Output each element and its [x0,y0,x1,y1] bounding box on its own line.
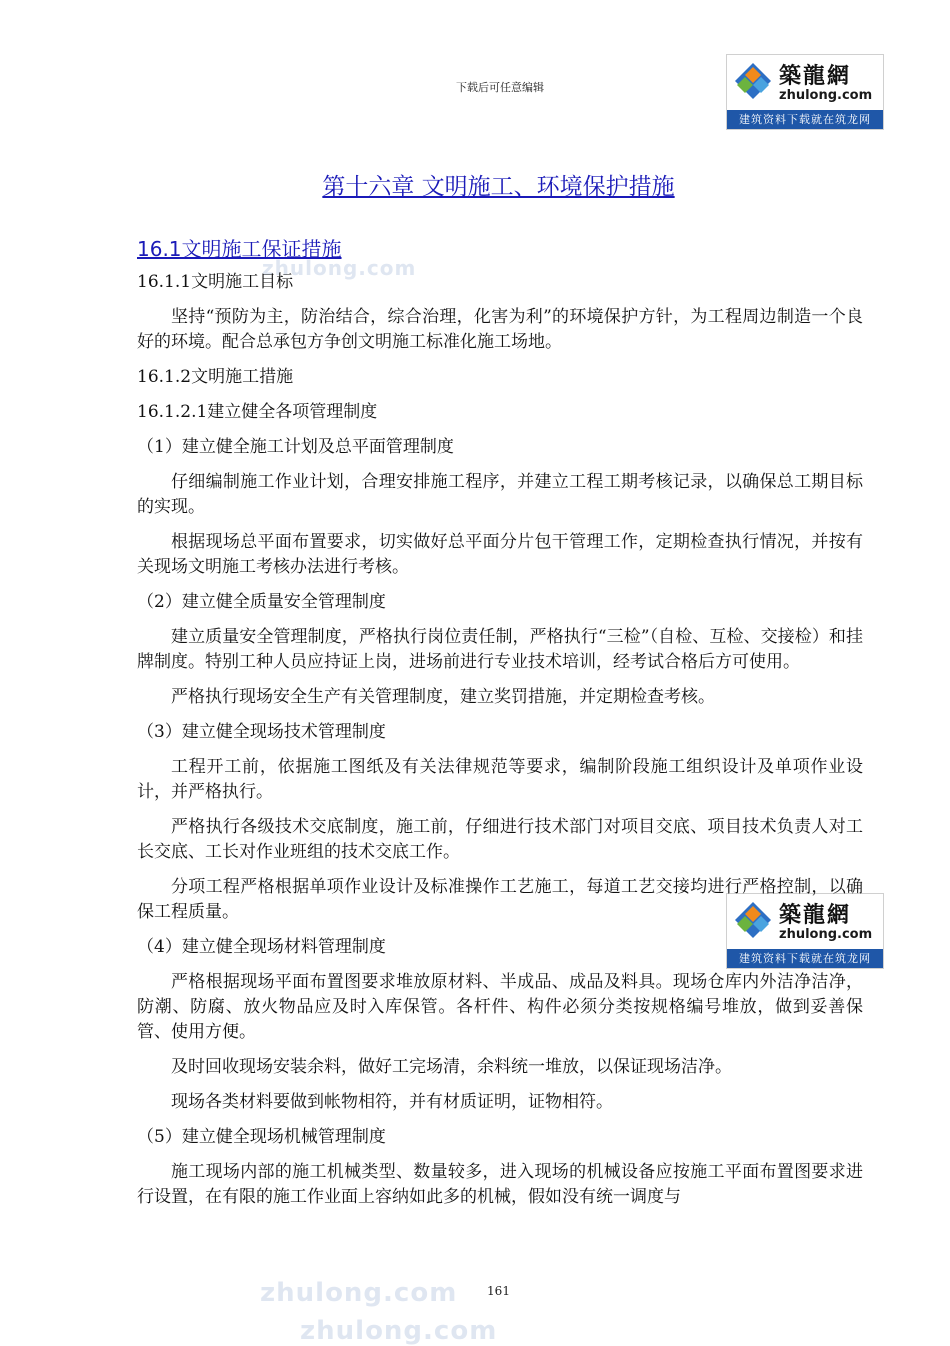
body-paragraph: 坚持“预防为主，防治结合，综合治理，化害为利”的环境保护方针，为工程周边制造一个良好的环境。配合总承包方争创文明施工标准化施工场地。 [137,307,863,352]
body-paragraph: 根据现场总平面布置要求，切实做好总平面分片包干管理工作，定期检查执行情况，并按有关现场文明施工考核办法进行考核。 [137,532,863,577]
body-paragraph: 严格执行现场安全生产有关管理制度，建立奖罚措施，并定期检查考核。 [171,687,715,707]
logo-slogan: 建筑资料下载就在筑龙网 [727,949,883,968]
body-paragraph: 分项工程严格根据单项作业设计及标准操作工艺施工，每道工艺交接均进行严格控制，以确保工程质量。 [137,877,863,922]
body-paragraph: 严格根据现场平面布置图要求堆放原材料、半成品、成品及料具。现场仓库内外洁净洁净，防潮、防腐、放火物品应及时入库保管。各杆件、构件必须分类按规格编号堆放，做到妥善保管、使用方便。 [137,972,863,1042]
item-heading: （2）建立健全质量安全管理制度 [137,592,386,612]
chapter-title[interactable]: 第十六章 文明施工、环境保护措施 [322,174,675,200]
subsection-heading: 16.1.2.1建立健全各项管理制度 [137,402,378,422]
body-paragraph: 施工现场内部的施工机械类型、数量较多，进入现场的机械设备应按施工平面布置图要求进行设置，在有限的施工作业面上容纳如此多的机械，假如没有统一调度与 [137,1162,863,1207]
zhulong-logo-top [726,54,884,130]
body-paragraph: 严格执行各级技术交底制度，施工前，仔细进行技术部门对项目交底、项目技术负责人对工长交底、工长对作业班组的技术交底工作。 [137,817,863,862]
item-heading: （5）建立健全现场机械管理制度 [137,1127,386,1147]
body-paragraph: 现场各类材料要做到帐物相符，并有材质证明，证物相符。 [171,1092,613,1112]
item-heading: （1）建立健全施工计划及总平面管理制度 [137,437,454,457]
page-number: 161 [487,1284,510,1298]
watermark: zhulong.com [300,1316,498,1346]
body-paragraph: 及时回收现场安装余料，做好工完场清，余料统一堆放，以保证现场洁净。 [171,1057,732,1077]
watermark: zhulong.com [262,256,417,280]
body-paragraph: 建立质量安全管理制度，严格执行岗位责任制，严格执行“三检”（自检、互检、交接检）和挂牌制度。特别工种人员应持证上岗，进场前进行专业技术培训，经考试合格后方可使用。 [137,627,863,672]
body-paragraph: 工程开工前，依据施工图纸及有关法律规范等要求，编制阶段施工组织设计及单项作业设计，并严格执行。 [137,757,863,802]
logo-slogan: 建筑资料下载就在筑龙网 [727,110,883,129]
body-paragraph: 仔细编制施工作业计划，合理安排施工程序，并建立工程工期考核记录，以确保总工期目标的实现。 [137,472,863,517]
logo-domain: zhulong.com [779,88,873,103]
item-heading: （4）建立健全现场材料管理制度 [137,937,386,957]
document-body [137,270,863,1220]
subsection-heading: 16.1.1文明施工目标 [137,272,294,292]
subsection-heading: 16.1.2文明施工措施 [137,367,294,387]
section-title[interactable]: 16.1文明施工保证措施 [137,237,342,261]
logo-domain: zhulong.com [779,927,873,942]
logo-name: 築龍網 [779,64,852,89]
logo-name: 築龍網 [779,903,852,928]
item-heading: （3）建立健全现场技术管理制度 [137,722,386,742]
watermark: zhulong.com [260,1278,458,1308]
logo-diamond-icon [733,61,773,101]
header-note: 下载后可任意编辑 [456,81,544,94]
